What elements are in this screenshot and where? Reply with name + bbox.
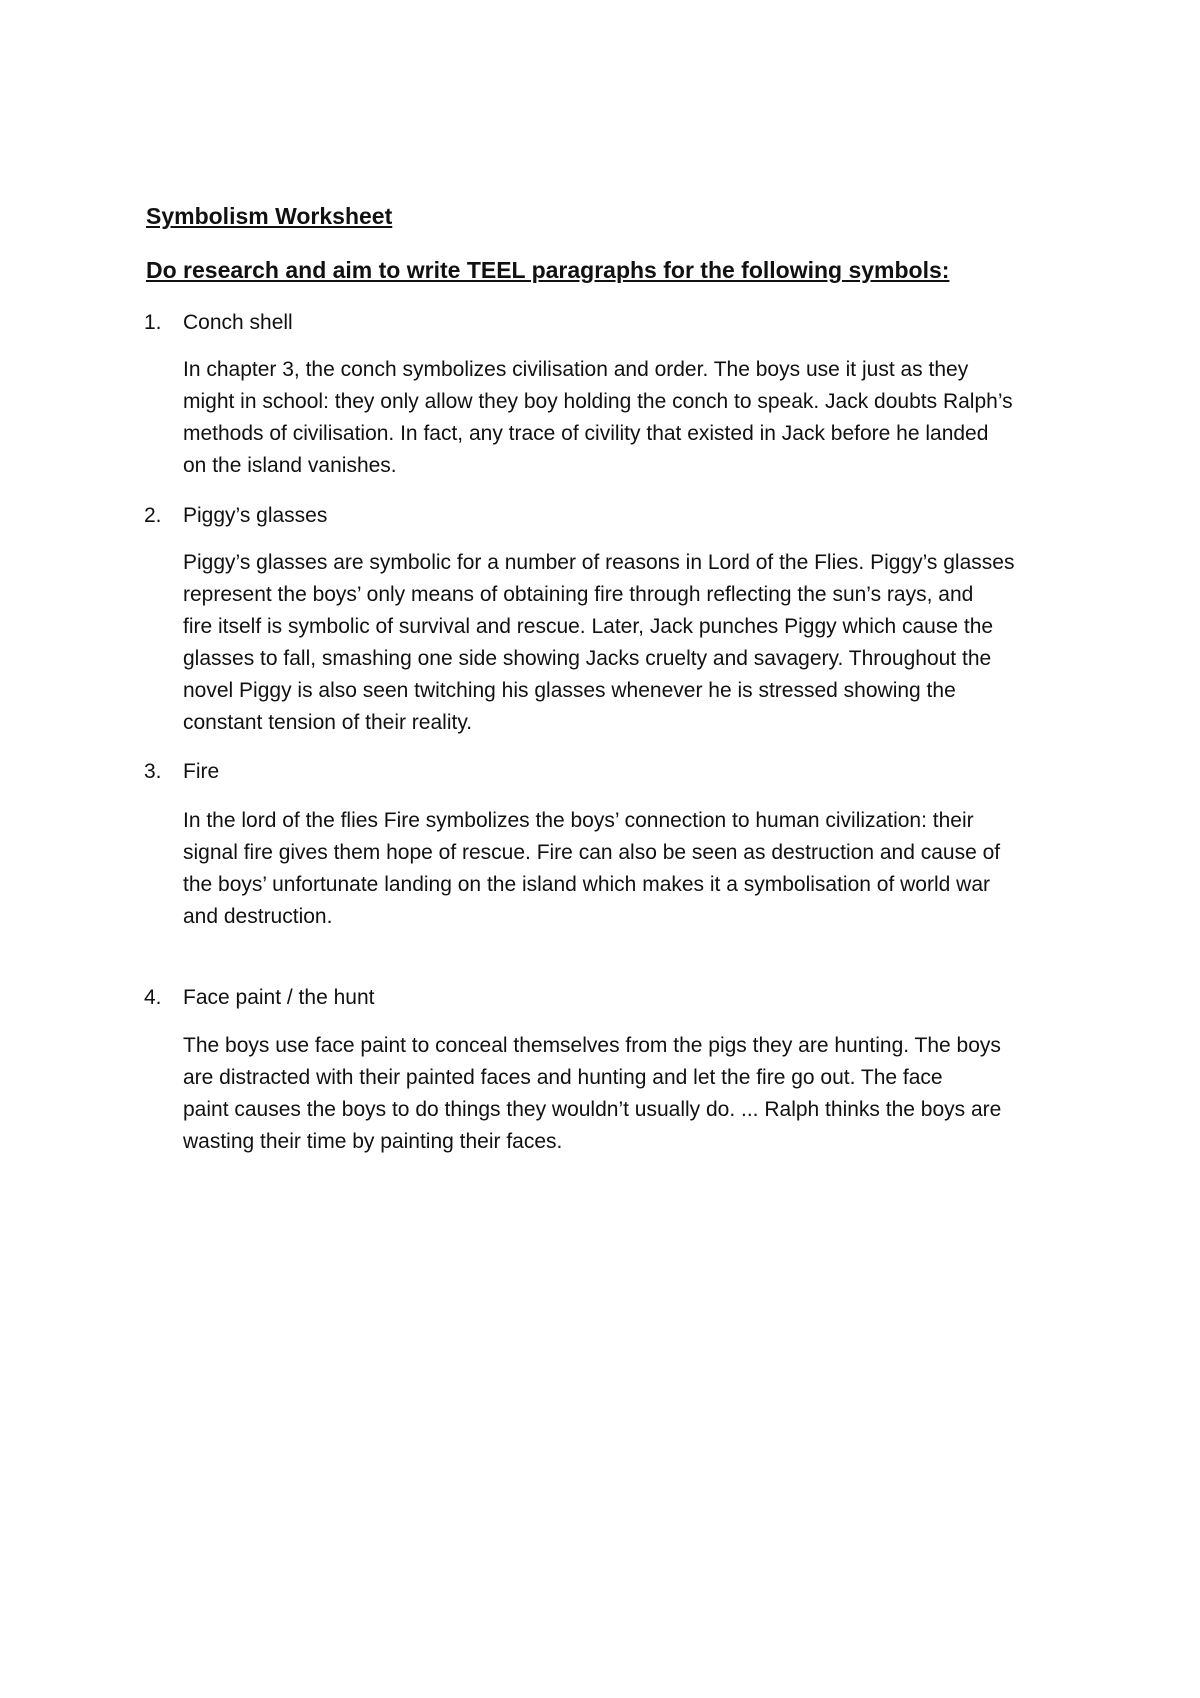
list-number: 3. — [144, 760, 162, 783]
symbol-heading-label: Face paint / the hunt — [183, 986, 375, 1009]
list-number: 1. — [144, 311, 162, 334]
paragraph-line: might in school: they only allow they boy holding the conch to speak. Jack doubts Ralph’s — [183, 390, 1013, 413]
paragraph-line: fire itself is symbolic of survival and rescue. Later, Jack punches Piggy which cause the — [183, 615, 994, 638]
paragraph-line: glasses to fall, smashing one side showing Jacks cruelty and savagery. Throughout the — [183, 647, 992, 670]
symbol-paragraph-face-paint — [183, 1030, 1063, 1158]
paragraph-line: methods of civilisation. In fact, any trace of civility that existed in Jack before he landed — [183, 422, 989, 445]
symbol-paragraph-conch — [183, 354, 1063, 482]
symbol-heading-label: Conch shell — [183, 311, 293, 334]
paragraph-line: The boys use face paint to conceal themselves from the pigs they are hunting. The boys — [183, 1034, 1001, 1057]
paragraph-line: the boys’ unfortunate landing on the island which makes it a symbolisation of world war — [183, 873, 990, 896]
paragraph-line: signal fire gives them hope of rescue. Fire can also be seen as destruction and cause of — [183, 841, 1001, 864]
paragraph-line: are distracted with their painted faces and hunting and let the fire go out. The face — [183, 1066, 943, 1089]
paragraph-line: Piggy’s glasses are symbolic for a number of reasons in Lord of the Flies. Piggy’s glasses — [183, 551, 1015, 574]
paragraph-line: paint causes the boys to do things they wouldn’t usually do. ... Ralph thinks the boys are — [183, 1098, 1002, 1121]
symbol-heading-conch — [144, 309, 293, 337]
symbol-heading-fire — [144, 758, 220, 786]
list-number: 2. — [144, 504, 162, 527]
paragraph-line: In the lord of the flies Fire symbolizes the boys’ connection to human civilization: their — [183, 809, 974, 832]
symbol-paragraph-glasses — [183, 547, 1063, 739]
list-number: 4. — [144, 986, 162, 1009]
paragraph-line: represent the boys’ only means of obtaining fire through reflecting the sun’s rays, and — [183, 583, 974, 606]
instruction-heading: Do research and aim to write TEEL paragraphs for the following symbols: — [146, 257, 950, 283]
symbol-heading-face-paint — [144, 984, 375, 1012]
paragraph-line: In chapter 3, the conch symbolizes civilisation and order. The boys use it just as they — [183, 358, 969, 381]
symbol-heading-label: Piggy’s glasses — [183, 504, 328, 527]
symbol-heading-label: Fire — [183, 760, 220, 783]
paragraph-line: on the island vanishes. — [183, 454, 397, 477]
page-title: Symbolism Worksheet — [146, 203, 393, 229]
symbol-heading-glasses — [144, 502, 328, 530]
paragraph-line: wasting their time by painting their faces. — [183, 1130, 563, 1153]
paragraph-line: constant tension of their reality. — [183, 711, 473, 734]
paragraph-line: and destruction. — [183, 905, 333, 928]
paragraph-line: novel Piggy is also seen twitching his glasses whenever he is stressed showing the — [183, 679, 956, 702]
symbol-paragraph-fire — [183, 805, 1063, 933]
